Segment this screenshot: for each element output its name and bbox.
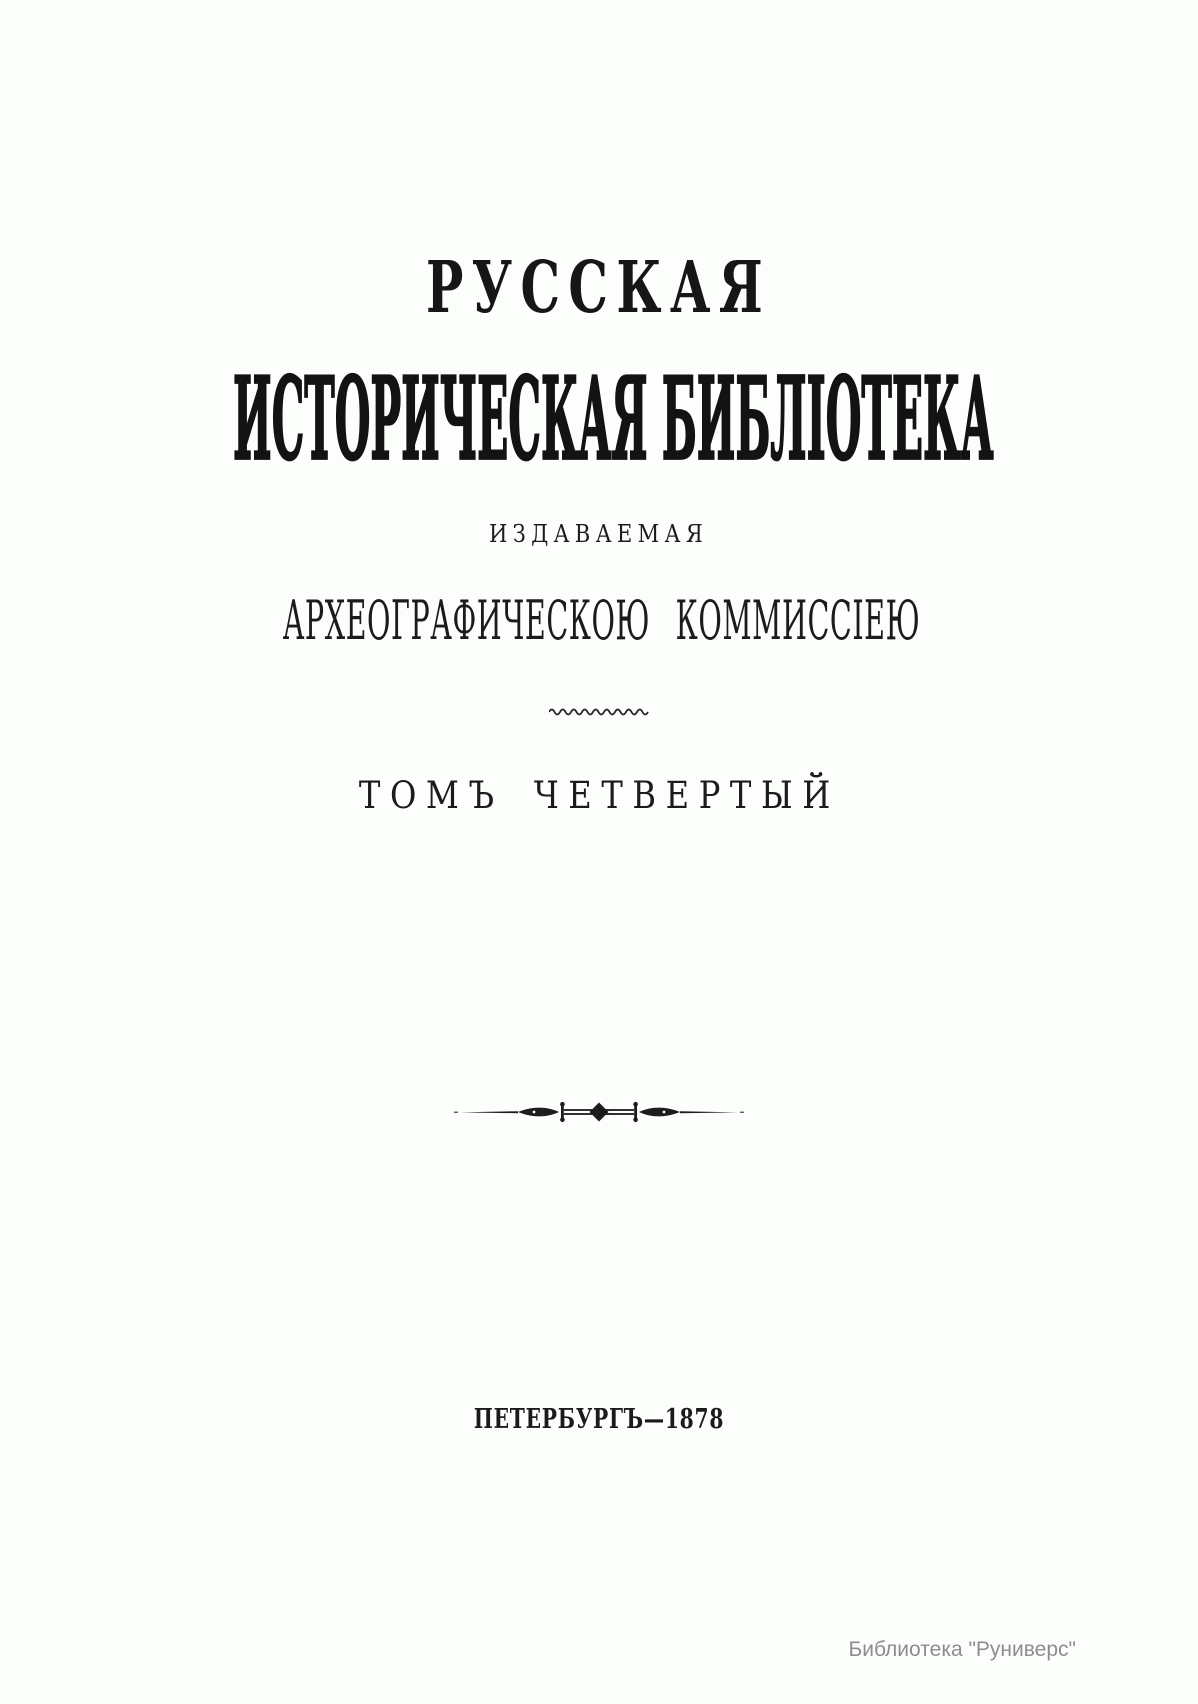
series-title-line-2 (0, 351, 1198, 486)
runivers-watermark: Библиотека "Руниверс" (848, 1638, 1076, 1661)
wavy-rule-icon (0, 705, 1198, 721)
issued-by-label: ИЗДАВАЕМАЯ (489, 520, 709, 548)
volume-title: ТОМЪ ЧЕТВЕРТЫЙ (358, 774, 840, 817)
issuing-commission: АРХЕОГРАФИЧЕСКОЮ КОММИССІЕЮ (282, 589, 921, 652)
series-title-word: РУССКАЯ (426, 245, 772, 329)
series-title-name: ИСТОРИЧЕСКАЯ БИБЛІОТЕКА (233, 351, 994, 486)
series-title-line-1 (0, 245, 1198, 329)
imprint-line: ПЕТЕРБУРГЪ—1878 (473, 1404, 725, 1435)
ornament-divider-icon (0, 1100, 1198, 1124)
